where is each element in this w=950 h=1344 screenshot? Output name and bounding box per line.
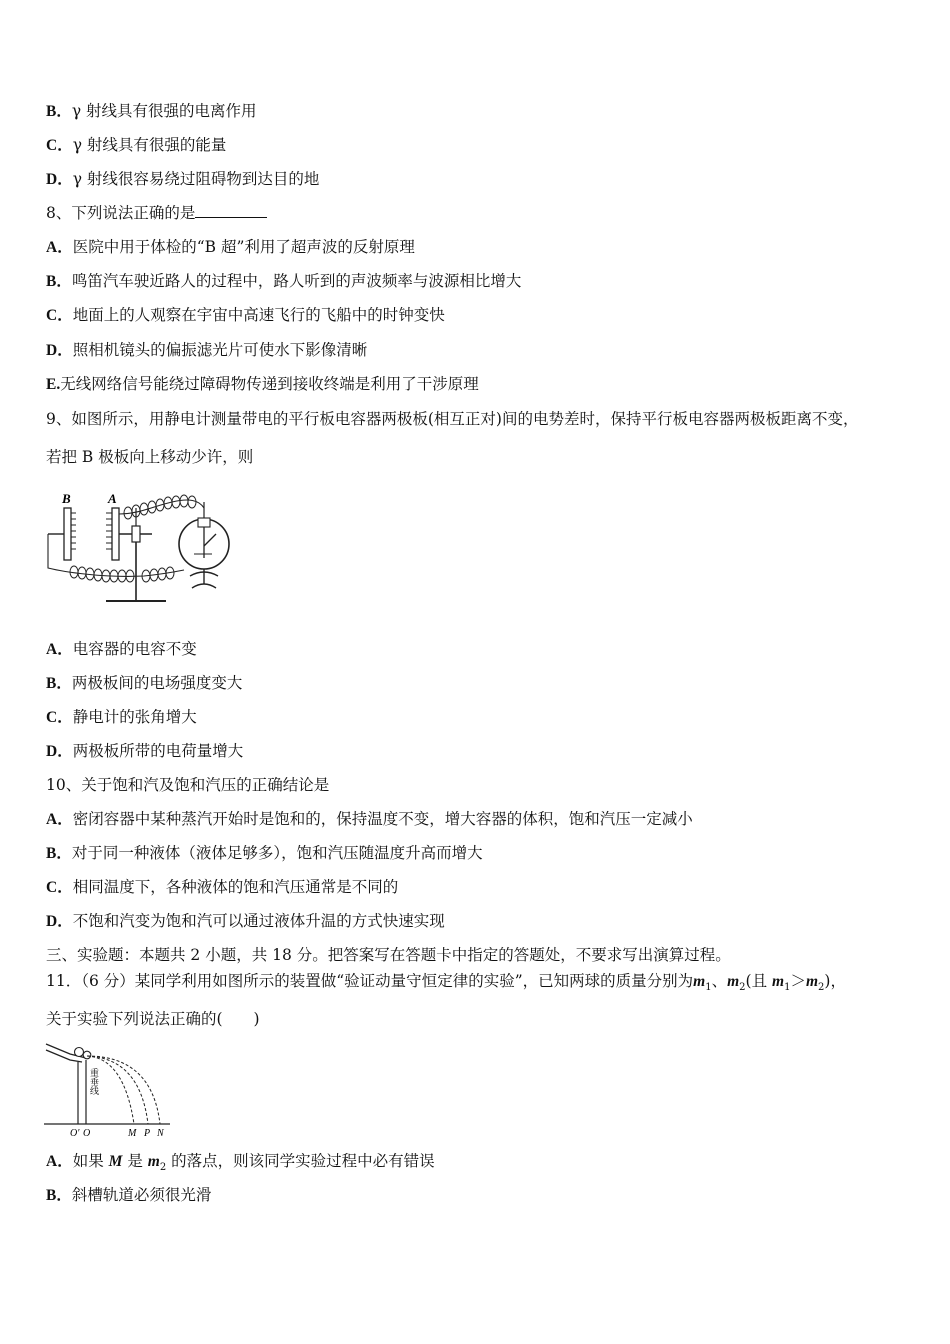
mass-subscript: 1 <box>784 982 791 994</box>
mass-subscript: 2 <box>159 1162 167 1174</box>
q7-option-b <box>46 101 257 122</box>
q8-option-c <box>46 305 445 326</box>
option-text: 电容器的电容不变 <box>72 640 197 658</box>
q11-option-b <box>46 1185 211 1206</box>
option-text: γ 射线具有很强的能量 <box>72 136 227 154</box>
momentum-experiment-figure <box>42 1036 172 1140</box>
option-label: B． <box>46 103 72 120</box>
q11-stem-line1 <box>46 971 846 998</box>
option-text: 相同温度下，各种液体的饱和汽压通常是不同的 <box>72 878 399 896</box>
plumb-line-label: 重垂线 <box>88 1068 98 1095</box>
q8-option-e <box>46 374 479 395</box>
q9-option-d <box>46 741 243 762</box>
point-p: P <box>144 1128 151 1139</box>
paren-close: )， <box>824 972 846 990</box>
q10-option-d <box>46 911 445 932</box>
question-stem: 8、下列说法正确的是 <box>46 204 196 222</box>
option-label: B． <box>46 675 72 692</box>
mass-subscript: 2 <box>818 982 825 994</box>
plate-b-label: B <box>62 491 71 506</box>
option-text: γ 射线很容易绕过阻碍物到达目的地 <box>72 170 320 188</box>
option-label: D． <box>46 913 73 930</box>
greater-than: ＞ <box>790 972 806 990</box>
option-text: 不饱和汽变为饱和汽可以通过液体升温的方式快速实现 <box>72 912 445 930</box>
option-label: C． <box>46 137 73 154</box>
q11-option-a <box>46 1151 435 1178</box>
option-text: 无线网络信号能绕过障碍物传递到接收终端是利用了干涉原理 <box>60 375 479 393</box>
q8-stem <box>46 203 267 223</box>
option-text: γ 射线具有很强的电离作用 <box>71 102 257 120</box>
paren-open: (且 <box>745 972 772 990</box>
option-label: C． <box>46 709 73 726</box>
option-text: 两极板间的电场强度变大 <box>71 674 243 692</box>
option-text: 是 <box>122 1152 148 1170</box>
q9-option-b <box>46 673 242 694</box>
q7-option-d <box>46 169 319 190</box>
option-label: A． <box>46 641 73 658</box>
option-label: A． <box>46 239 73 256</box>
plate-a-label: A <box>108 491 117 506</box>
plate-a <box>112 508 119 560</box>
q10-option-a <box>46 809 693 830</box>
option-text: 密闭容器中某种蒸汽开始时是饱和的，保持温度不变，增大容器的体积，饱和汽压一定减小 <box>72 810 693 828</box>
stem-text: 11．（6 分）某同学利用如图所示的装置做“验证动量守恒定律的实验”，已知两球的质量分别为 <box>46 972 694 990</box>
option-text: 医院中用于体检的“B 超”利用了超声波的反射原理 <box>72 238 415 256</box>
q9-stem-line1: 9、如图所示，用静电计测量带电的平行板电容器两极板(相互正对)间的电势差时，保持平行板电容器两极板距离不变， <box>46 410 859 428</box>
q10-stem: 10、关于饱和汽及饱和汽压的正确结论是 <box>46 776 330 794</box>
option-label: A． <box>46 1153 73 1170</box>
option-label: C． <box>46 307 73 324</box>
option-label: B． <box>46 273 72 290</box>
option-label: D． <box>46 171 73 188</box>
q9-option-a <box>46 639 197 660</box>
option-label: E. <box>46 376 61 393</box>
mass-subscript: 2 <box>739 982 746 994</box>
mass-symbol: m <box>805 973 819 990</box>
option-text: 照相机镜头的偏振滤光片可使水下影像清晰 <box>72 341 368 359</box>
q10-option-b <box>46 843 483 864</box>
mass-symbol: m <box>727 973 740 990</box>
capacitor-electrometer-figure <box>44 488 250 610</box>
option-label: B． <box>46 845 72 862</box>
option-text: 两极板所带的电荷量增大 <box>72 742 244 760</box>
mass-subscript: 1 <box>705 982 712 994</box>
q8-option-d <box>46 340 367 361</box>
option-text: 静电计的张角增大 <box>72 708 197 726</box>
option-text: 如果 <box>72 1152 109 1170</box>
point-n: N <box>157 1128 164 1139</box>
option-text: 地面上的人观察在宇宙中高速飞行的飞船中的时钟变快 <box>72 306 445 324</box>
point-o-prime: O′ <box>70 1128 80 1139</box>
option-text: 的落点，则该同学实验过程中必有错误 <box>166 1152 435 1170</box>
option-text: 斜槽轨道必须很光滑 <box>71 1186 212 1204</box>
point-o: O <box>83 1128 91 1139</box>
separator: 、 <box>711 972 728 990</box>
option-label: B． <box>46 1187 72 1204</box>
section-3-heading: 三、实验题：本题共 2 小题，共 18 分。把答案写在答题卡中指定的答题处，不要求写出演算过程。 <box>46 946 731 964</box>
q11-stem-line2: 关于实验下列说法正确的( ) <box>46 1010 260 1028</box>
option-text: 鸣笛汽车驶近路人的过程中，路人听到的声波频率与波源相比增大 <box>71 272 522 290</box>
mass-symbol: m <box>147 1153 160 1170</box>
mass-symbol: m <box>772 973 785 990</box>
answer-blank <box>195 203 267 218</box>
point-symbol: M <box>108 1153 123 1170</box>
q8-option-a <box>46 237 415 258</box>
q9-stem-line2: 若把 B 极板向上移动少许，则 <box>46 448 254 466</box>
option-label: D． <box>46 342 73 359</box>
mass-symbol: m <box>693 973 706 990</box>
plate-b <box>64 508 71 560</box>
option-label: A． <box>46 811 73 828</box>
q8-option-b <box>46 271 521 292</box>
option-label: D． <box>46 743 73 760</box>
q10-option-c <box>46 877 398 898</box>
q9-option-c <box>46 707 197 728</box>
option-label: C． <box>46 879 73 896</box>
point-m: M <box>128 1128 137 1139</box>
option-text: 对于同一种液体（液体足够多），饱和汽压随温度升高而增大 <box>71 844 483 862</box>
q7-option-c <box>46 135 226 156</box>
